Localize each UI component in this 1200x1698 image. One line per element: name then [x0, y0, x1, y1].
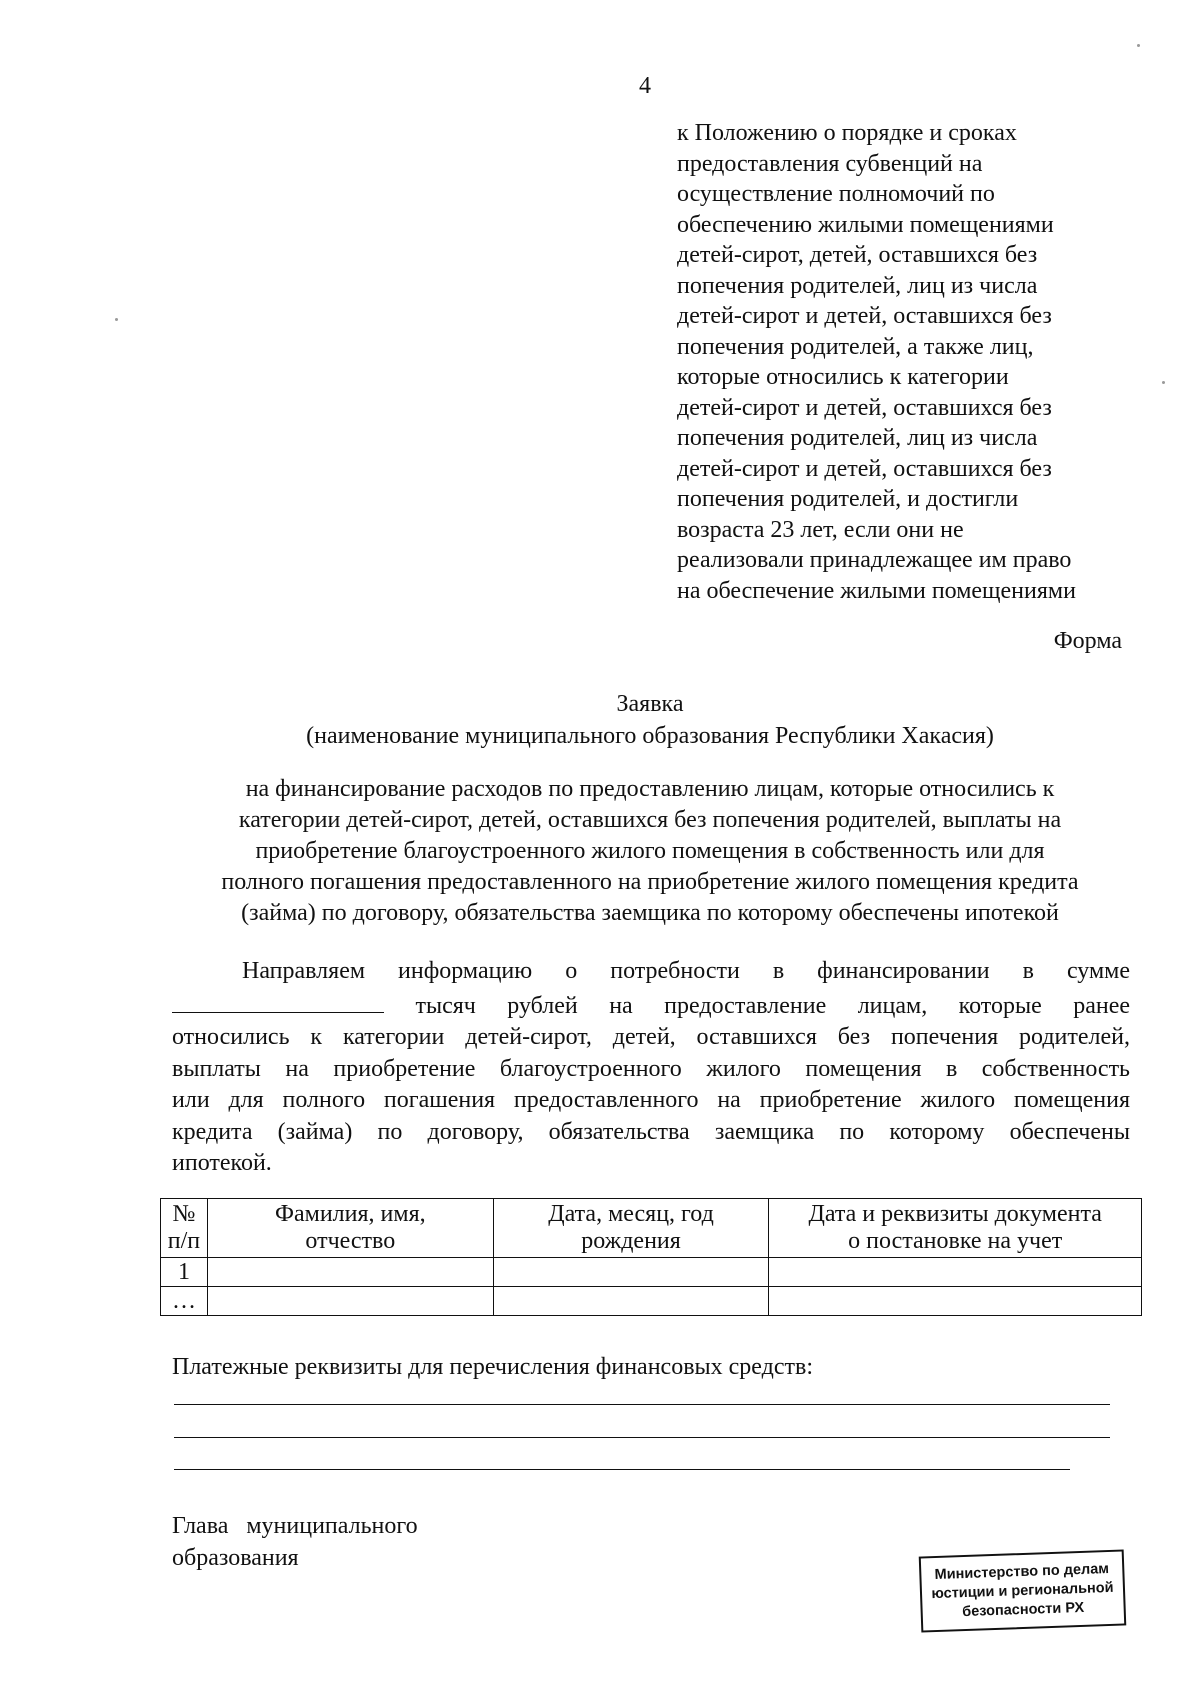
table-cell[interactable] — [207, 1287, 493, 1316]
table-cell[interactable] — [493, 1287, 769, 1316]
table-row — [161, 1287, 1142, 1316]
page-number: 4 — [639, 73, 651, 99]
stamp-line: безопасности РХ — [961, 1599, 1085, 1621]
body-line: ипотекой. — [172, 1150, 272, 1176]
payment-details-line[interactable] — [174, 1469, 1070, 1470]
appendix-line: предоставления субвенций на — [677, 150, 983, 177]
body-paragraph — [172, 956, 1130, 1180]
document-title: Заявка — [616, 691, 684, 717]
appendix-line: реализовали принадлежащее им право — [677, 547, 1072, 573]
purpose-line: полного погашения предоставленного на приобретение жилого помещения кредита — [221, 869, 1079, 895]
scan-speck — [1162, 381, 1165, 384]
table-cell-number: 1 — [161, 1258, 208, 1287]
payment-details-label: Платежные реквизиты для перечисления финансовых средств: — [172, 1354, 813, 1380]
appendix-line: детей-сирот и детей, оставшихся без — [677, 455, 1052, 482]
header-birth-date: Дата, месяц, год рождения — [493, 1199, 769, 1258]
appendix-line: детей-сирот, детей, оставшихся без — [677, 242, 1038, 268]
table-header-row — [161, 1199, 1142, 1258]
appendix-line: обеспечению жилыми помещениями — [677, 211, 1054, 238]
document-subtitle: (наименование муниципального образования Республики Хакасия) — [306, 723, 994, 749]
appendix-line: попечения родителей, а также лиц, — [677, 333, 1034, 360]
table-row — [161, 1258, 1142, 1287]
ministry-stamp — [919, 1549, 1127, 1632]
request-purpose — [0, 774, 1200, 929]
document-heading — [0, 688, 1200, 752]
recipients-table — [160, 1198, 1142, 1316]
appendix-line: осуществление полномочий по — [677, 181, 995, 207]
body-line: Направляем информацию о потребности в финансировании в сумме — [242, 958, 1130, 984]
scan-speck — [115, 318, 118, 321]
appendix-line: возраста 23 лет, если они не — [677, 516, 964, 543]
amount-blank-field[interactable] — [172, 988, 384, 1013]
purpose-line: (займа) по договору, обязательства заемщика по которому обеспечены ипотекой — [241, 900, 1059, 926]
signature-block — [172, 1510, 418, 1574]
header-full-name: Фамилия, имя, отчество — [207, 1199, 493, 1258]
appendix-note — [677, 118, 1137, 606]
stamp-line: Министерство по делам — [934, 1560, 1110, 1584]
table-cell[interactable] — [207, 1258, 493, 1287]
appendix-line: попечения родителей, лиц из числа — [677, 272, 1038, 299]
appendix-line: попечения родителей, и достигли — [677, 486, 1019, 512]
purpose-line: приобретение благоустроенного жилого помещения в собственность или для — [255, 838, 1045, 864]
appendix-line: которые относились к категории — [677, 364, 1009, 390]
payment-details-line[interactable] — [174, 1404, 1110, 1405]
table-cell[interactable] — [769, 1258, 1142, 1287]
signature-title-line: Глава муниципального — [172, 1513, 418, 1539]
body-line: выплаты на приобретение благоустроенного жилого помещения в собственность — [172, 1055, 1130, 1082]
signature-title-line: образования — [172, 1545, 299, 1571]
table-cell[interactable] — [769, 1287, 1142, 1316]
body-line-text: тысяч рублей на предоставление лицам, которые ранее — [384, 992, 1130, 1019]
appendix-line: детей-сирот и детей, оставшихся без — [677, 394, 1052, 421]
body-line — [172, 988, 1130, 1023]
purpose-line: категории детей-сирот, детей, оставшихся без попечения родителей, выплаты на — [238, 807, 1062, 833]
appendix-line: детей-сирот и детей, оставшихся без — [677, 303, 1052, 329]
stamp-line: юстиции и региональной — [931, 1579, 1114, 1603]
scan-speck — [1137, 44, 1140, 47]
body-line: относились к категории детей-сирот, детей, оставшихся без попечения родителей, — [172, 1024, 1130, 1050]
payment-details-line[interactable] — [174, 1437, 1110, 1438]
body-line: кредита (займа) по договору, обязательства заемщика по которому обеспечены — [172, 1118, 1130, 1145]
purpose-line: на финансирование расходов по предоставлению лицам, которые относились к — [245, 776, 1055, 802]
header-number: № п/п — [161, 1199, 208, 1258]
appendix-line: к Положению о порядке и сроках — [677, 120, 1017, 146]
body-line: или для полного погашения предоставленного на приобретение жилого помещения — [172, 1087, 1130, 1113]
form-label: Форма — [1053, 628, 1122, 654]
appendix-line: попечения родителей, лиц из числа — [677, 425, 1038, 451]
table-cell-number: … — [161, 1287, 208, 1316]
table-cell[interactable] — [493, 1258, 769, 1287]
header-registration-document: Дата и реквизиты документа о постановке на учет — [769, 1199, 1142, 1258]
appendix-line: на обеспечение жилыми помещениями — [677, 577, 1076, 604]
